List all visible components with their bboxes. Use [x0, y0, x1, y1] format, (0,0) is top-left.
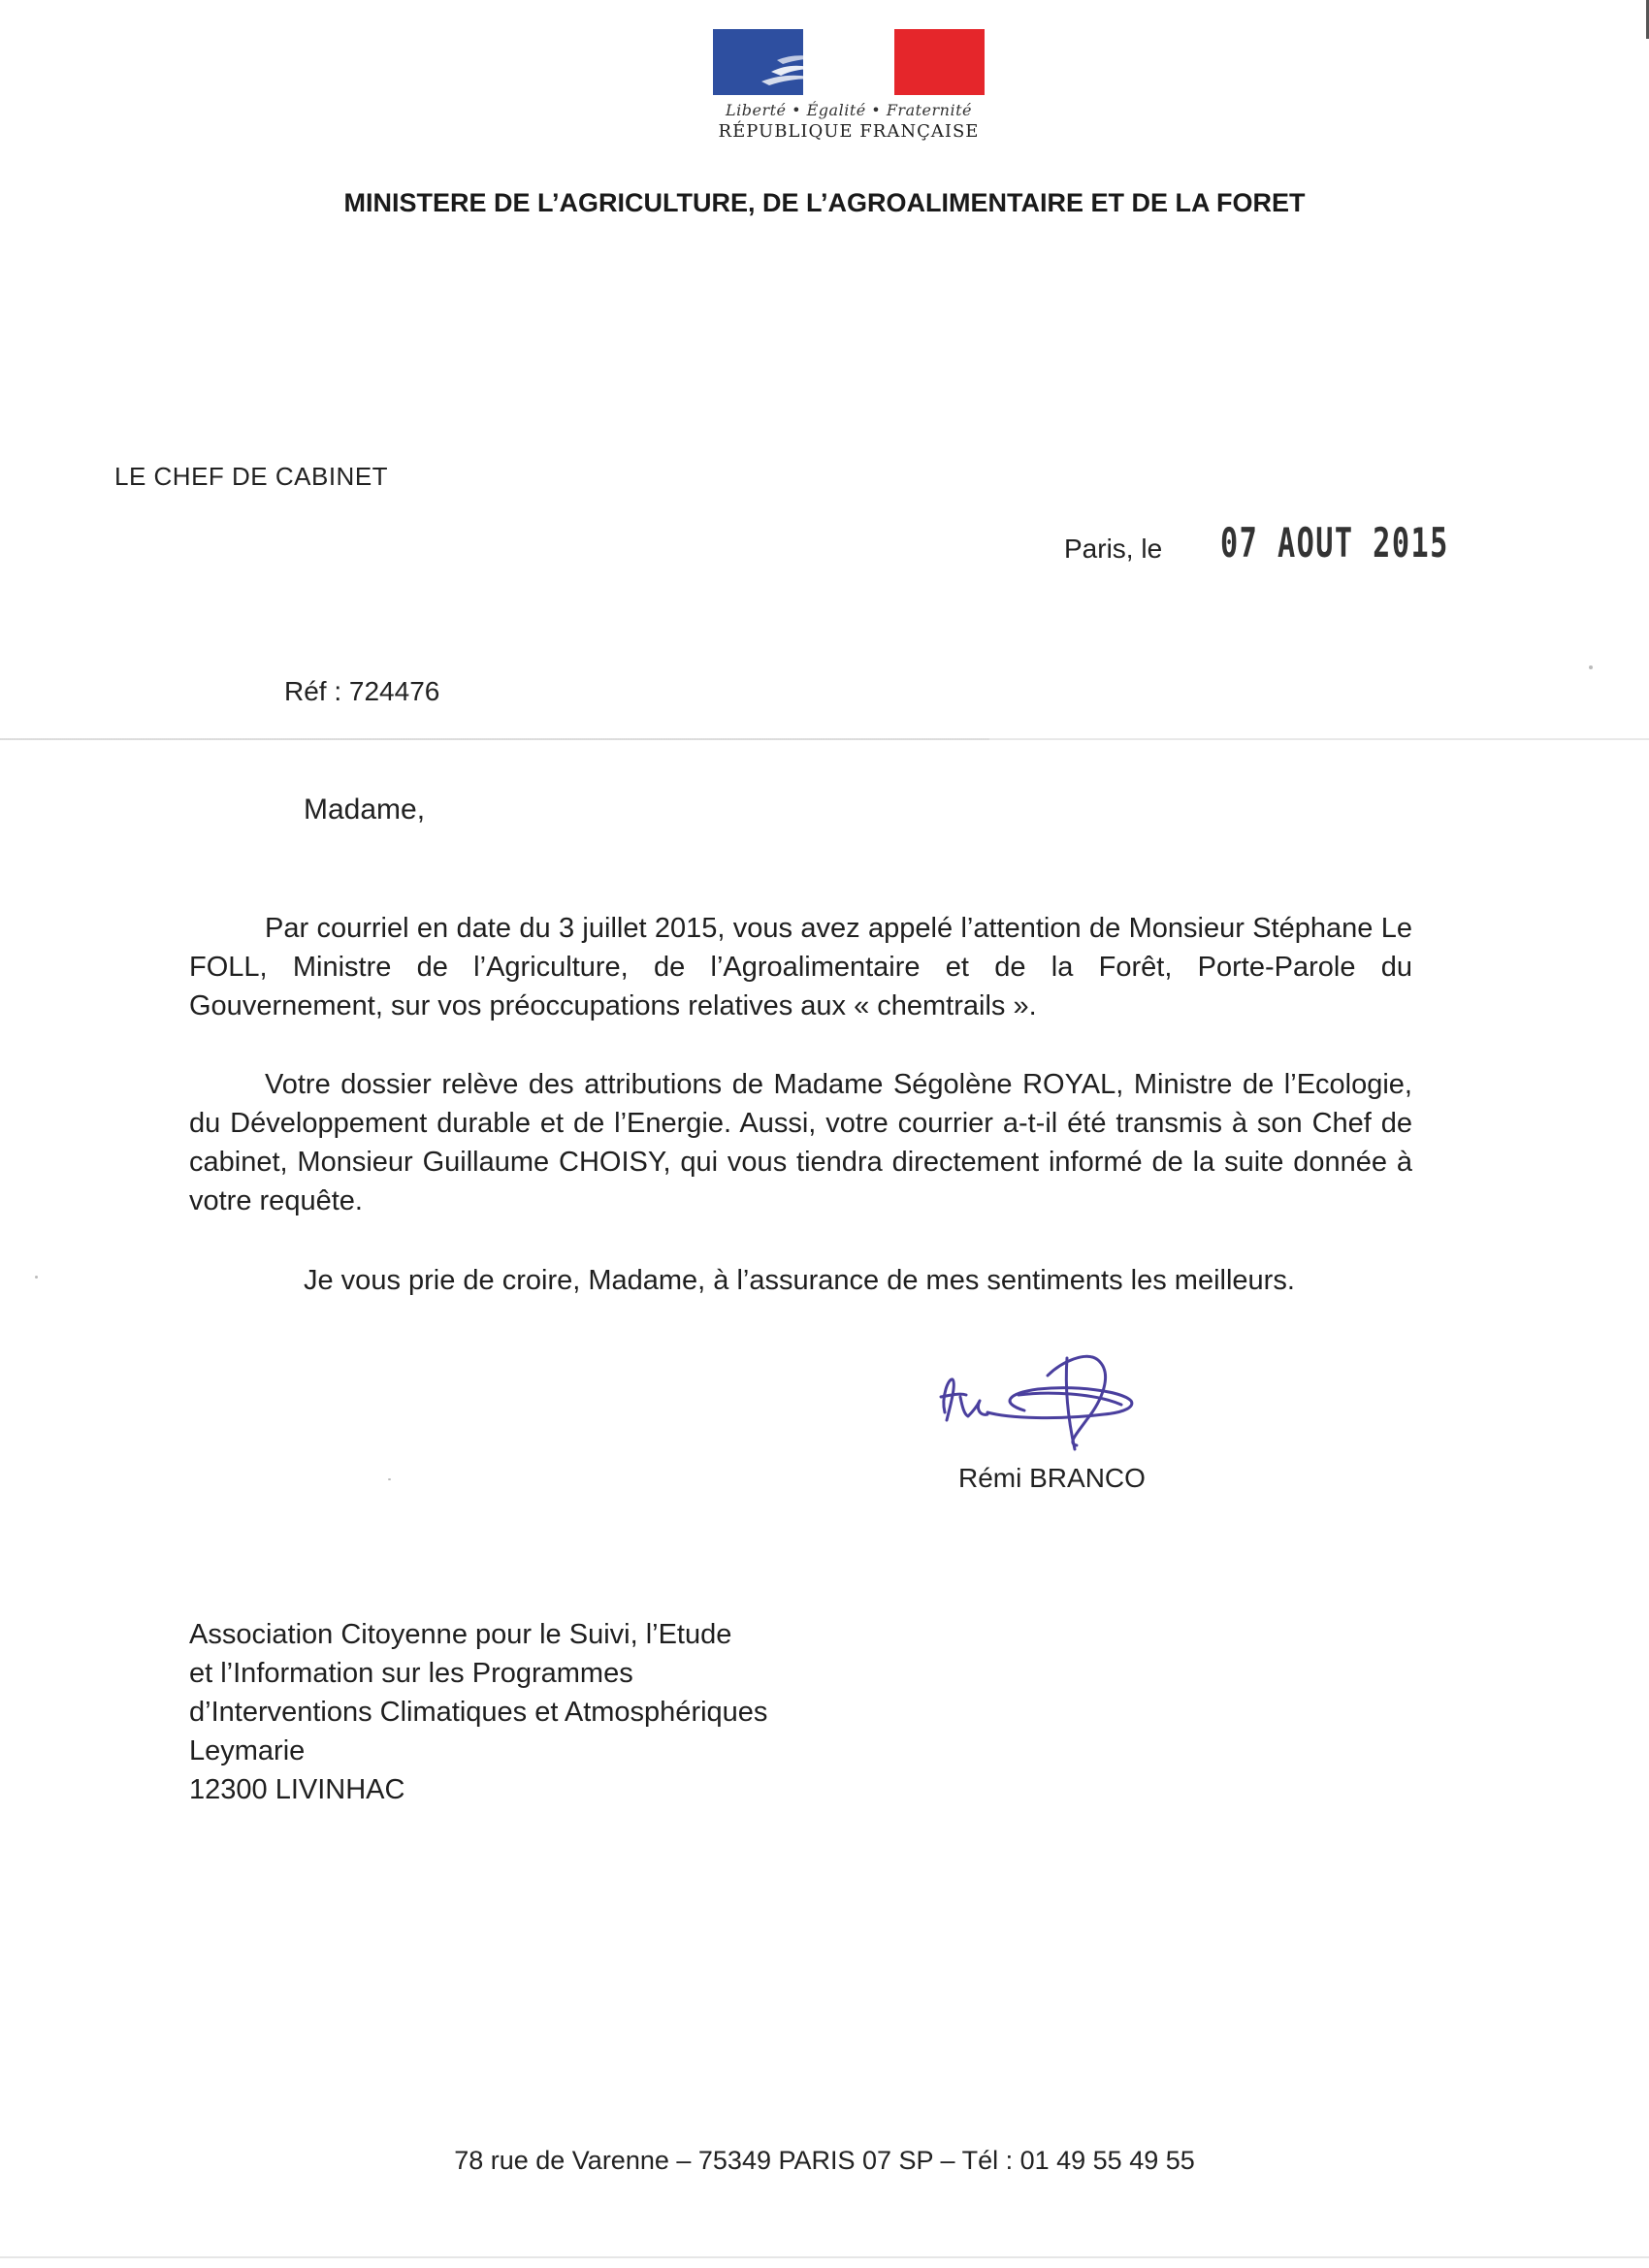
republic-name: RÉPUBLIQUE FRANÇAISE [718, 121, 980, 142]
date-stamp: 07 AOUT 2015 [1220, 519, 1449, 567]
marianne-logo [713, 29, 985, 142]
body-paragraph-1: Par courriel en date du 3 juillet 2015, vous avez appelé l’attention de Monsieur Stéphane Le FOLL, Ministre de l’Agriculture, de l’Agroalimentaire et de la Forêt, Porte-Parole du Gouvernement, sur vos préoccupations relatives aux « chemtrails ». [189, 913, 1412, 1021]
recipient-address [189, 1615, 767, 1809]
signer-name: Rémi BRANCO [958, 1463, 1146, 1493]
ministry-title: MINISTERE DE L’AGRICULTURE, DE L’AGROALIMENTAIRE ET DE LA FORET [343, 188, 1306, 217]
address-line: et l’Information sur les Programmes [189, 1658, 633, 1689]
date-prefix: Paris, le [1064, 534, 1163, 564]
republic-motto: Liberté • Égalité • Fraternité [726, 101, 972, 119]
scan-bottom-edge [0, 2256, 1649, 2258]
closing-paragraph: Je vous prie de croire, Madame, à l’assurance de mes sentiments les meilleurs. [304, 1265, 1295, 1296]
reference-number: Réf : 724476 [284, 676, 440, 706]
handwritten-signature [931, 1337, 1174, 1463]
scan-speck [35, 1276, 38, 1279]
sender-title: LE CHEF DE CABINET [114, 462, 389, 491]
address-line: 12300 LIVINHAC [189, 1774, 405, 1805]
address-line: d’Interventions Climatiques et Atmosphériques [189, 1697, 768, 1728]
scan-speck [388, 1478, 391, 1480]
paper-fold-line [0, 738, 1649, 740]
marianne-flag-icon [713, 29, 985, 95]
body-paragraph-2: Votre dossier relève des attributions de Madame Ségolène ROYAL, Ministre de l’Ecologie, du Développement durable et de l’Energie. Aussi, votre courrier a-t-il été transmis à son Chef de cabinet, Monsieur Guillaume CHOISY, qui vous tiendra directement informé de la suite donnée à votre requête. [189, 1069, 1412, 1216]
salutation: Madame, [304, 794, 426, 826]
ministry-footer-address: 78 rue de Varenne – 75349 PARIS 07 SP – Tél : 01 49 55 49 55 [454, 2146, 1195, 2175]
address-line: Association Citoyenne pour le Suivi, l’Etude [189, 1619, 732, 1650]
scan-speck [1589, 665, 1593, 669]
address-line: Leymarie [189, 1735, 306, 1766]
